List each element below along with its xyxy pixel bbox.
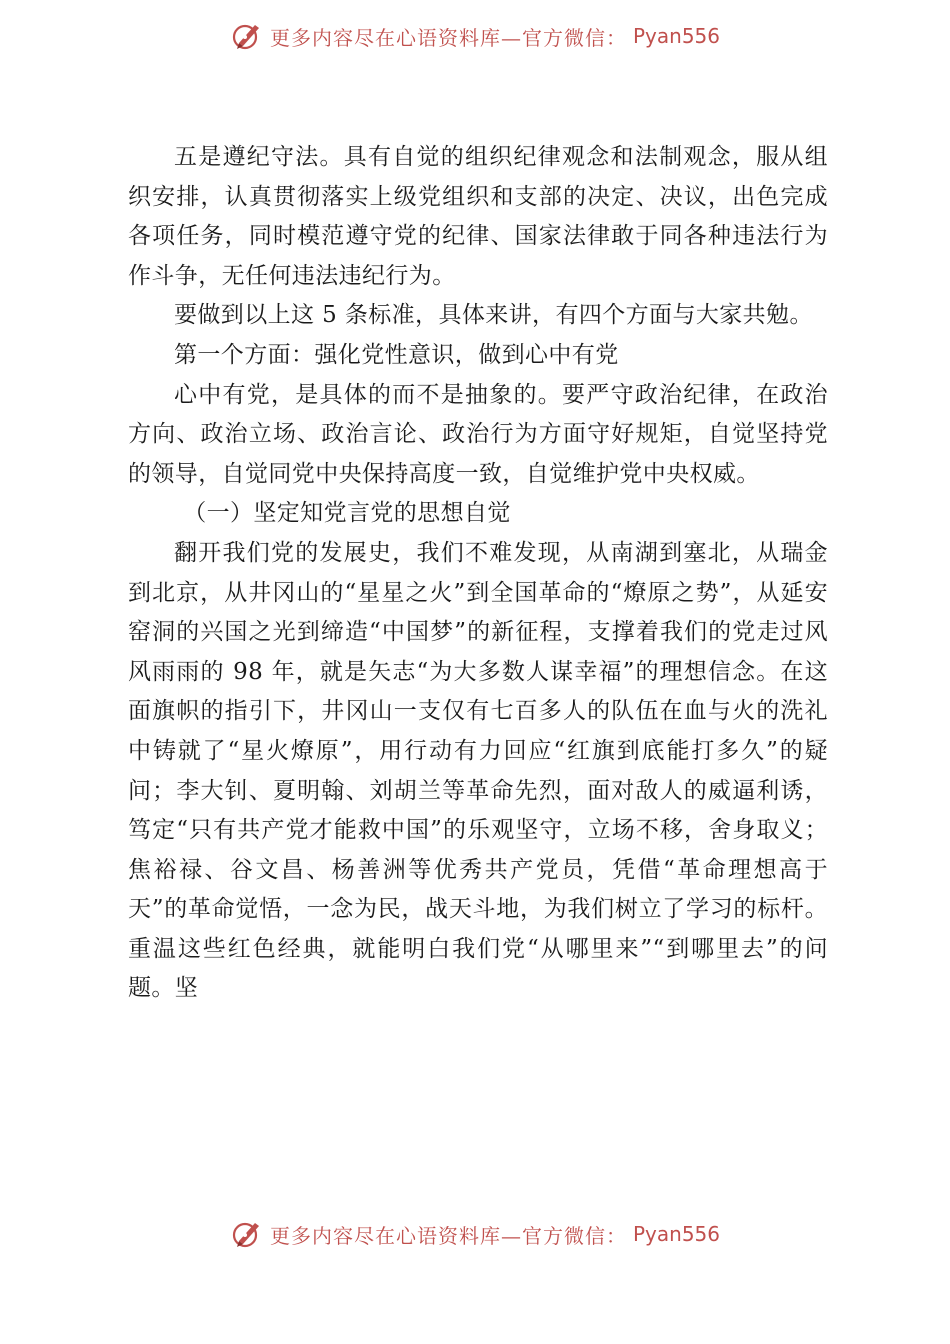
paragraph-transition: 要做到以上这 5 条标准，具体来讲，有四个方面与大家共勉。 xyxy=(174,302,813,329)
paragraph-standard-five: 五是遵纪守法。具有自觉的组织纪律观念和法制观念，服从组织安排，认真贯彻落实上级党组织和支部的决定、决议，出色完成各项任务，同时模范遵守党的纪律、国家法律敢于同各种违法行为作斗争，无任何违法违纪行为。 xyxy=(128,144,828,289)
document-body xyxy=(128,138,828,1009)
paragraph-party-history: 翻开我们党的发展史，我们不难发现，从南湖到塞北，从瑞金到北京，从井冈山的“星星之火”到全国革命的“燎原之势”，从延安窑洞的兴国之光到缔造“中国梦”的新征程，支撑着我们的党走过风风雨雨的 98 年，就是矢志“为大多数人谋幸福”的理想信念。在这面旗帜的指引下，井冈山一支仅有七百多人的队伍在血与火的洗礼中铸就了“星火燎原”，用行动有力回应“红旗到底能打多久”的疑问；李大钊、夏明翰、刘胡兰等革命先烈，面对敌人的威逼利诱，笃定“只有共产党才能救中国”的乐观坚守，立场不移，舍身取义；焦裕禄、谷文昌、杨善洲等优秀共产党员，凭借“革命理想高于天”的革命觉悟，一念为民，战天斗地，为我们树立了学习的标杆。重温这些红色经典，就能明白我们党“从哪里来”“到哪里去”的问题。坚 xyxy=(128,539,828,1002)
footer-wechat-id: Pyan556 xyxy=(632,1222,720,1246)
header-banner xyxy=(0,16,950,56)
pen-logo-icon xyxy=(230,1217,264,1251)
footer-banner-text: 更多内容尽在心语资料库—官方微信： xyxy=(269,1223,627,1248)
section-heading-first-aspect: 第一个方面：强化党性意识，做到心中有党 xyxy=(174,341,619,368)
header-banner-text: 更多内容尽在心语资料库—官方微信： xyxy=(269,25,627,50)
footer-banner xyxy=(0,1214,950,1254)
pen-logo-icon xyxy=(230,19,264,53)
header-wechat-id: Pyan556 xyxy=(632,24,720,48)
subsection-heading-one: （一）坚定知党言党的思想自觉 xyxy=(183,500,511,527)
paragraph-heart-with-party: 心中有党，是具体的而不是抽象的。要严守政治纪律，在政治方向、政治立场、政治言论、政治行为方面守好规矩，自觉坚持党的领导，自觉同党中央保持高度一致，自觉维护党中央权威。 xyxy=(128,381,828,487)
